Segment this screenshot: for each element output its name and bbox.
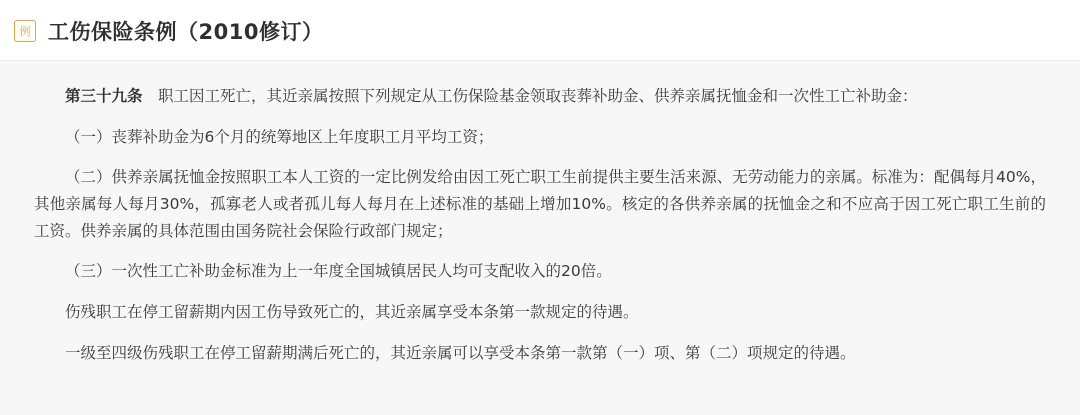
clause-item-3: （三）一次性工亡补助金标准为上一年度全国城镇居民人均可支配收入的20倍。 <box>65 262 612 281</box>
clause-item-4: 伤残职工在停工留薪期内因工伤导致死亡的，其近亲属享受本条第一款规定的待遇。 <box>65 302 639 321</box>
clause-item-1: （一）丧葬补助金为6个月的统筹地区上年度职工月平均工资； <box>65 127 494 146</box>
document-badge-icon <box>14 20 36 42</box>
clause-item-2: （二）供养亲属抚恤金按照职工本人工资的一定比例发给由因工死亡职工生前提供主要生活来源、无劳动能力的亲属。标准为：配偶每月40%，其他亲属每人每月30%，孤寡老人或者孤儿每人每月在上述标准的基础上增加10%。核定的各供养亲属的抚恤金之和不应高于因工死亡职工生前的工资。供养亲属的具体范围由国务院社会保险行政部门规定； <box>34 168 1046 240</box>
page-title: 工伤保险条例（2010修订） <box>48 20 324 44</box>
document-badge-glyph: 例 <box>19 24 31 38</box>
document-header <box>0 0 1080 60</box>
clause-item-5: 一级至四级伤残职工在停工留薪期满后死亡的，其近亲属可以享受本条第一款第（一）项、第（二）项规定的待遇。 <box>65 343 856 362</box>
article-text: 职工因工死亡，其近亲属按照下列规定从工伤保险基金领取丧葬补助金、供养亲属抚恤金和一次性工亡补助金： <box>142 87 918 105</box>
document-body <box>0 60 1080 415</box>
article-number: 第三十九条 <box>65 87 143 105</box>
article-paragraph <box>34 83 1046 110</box>
